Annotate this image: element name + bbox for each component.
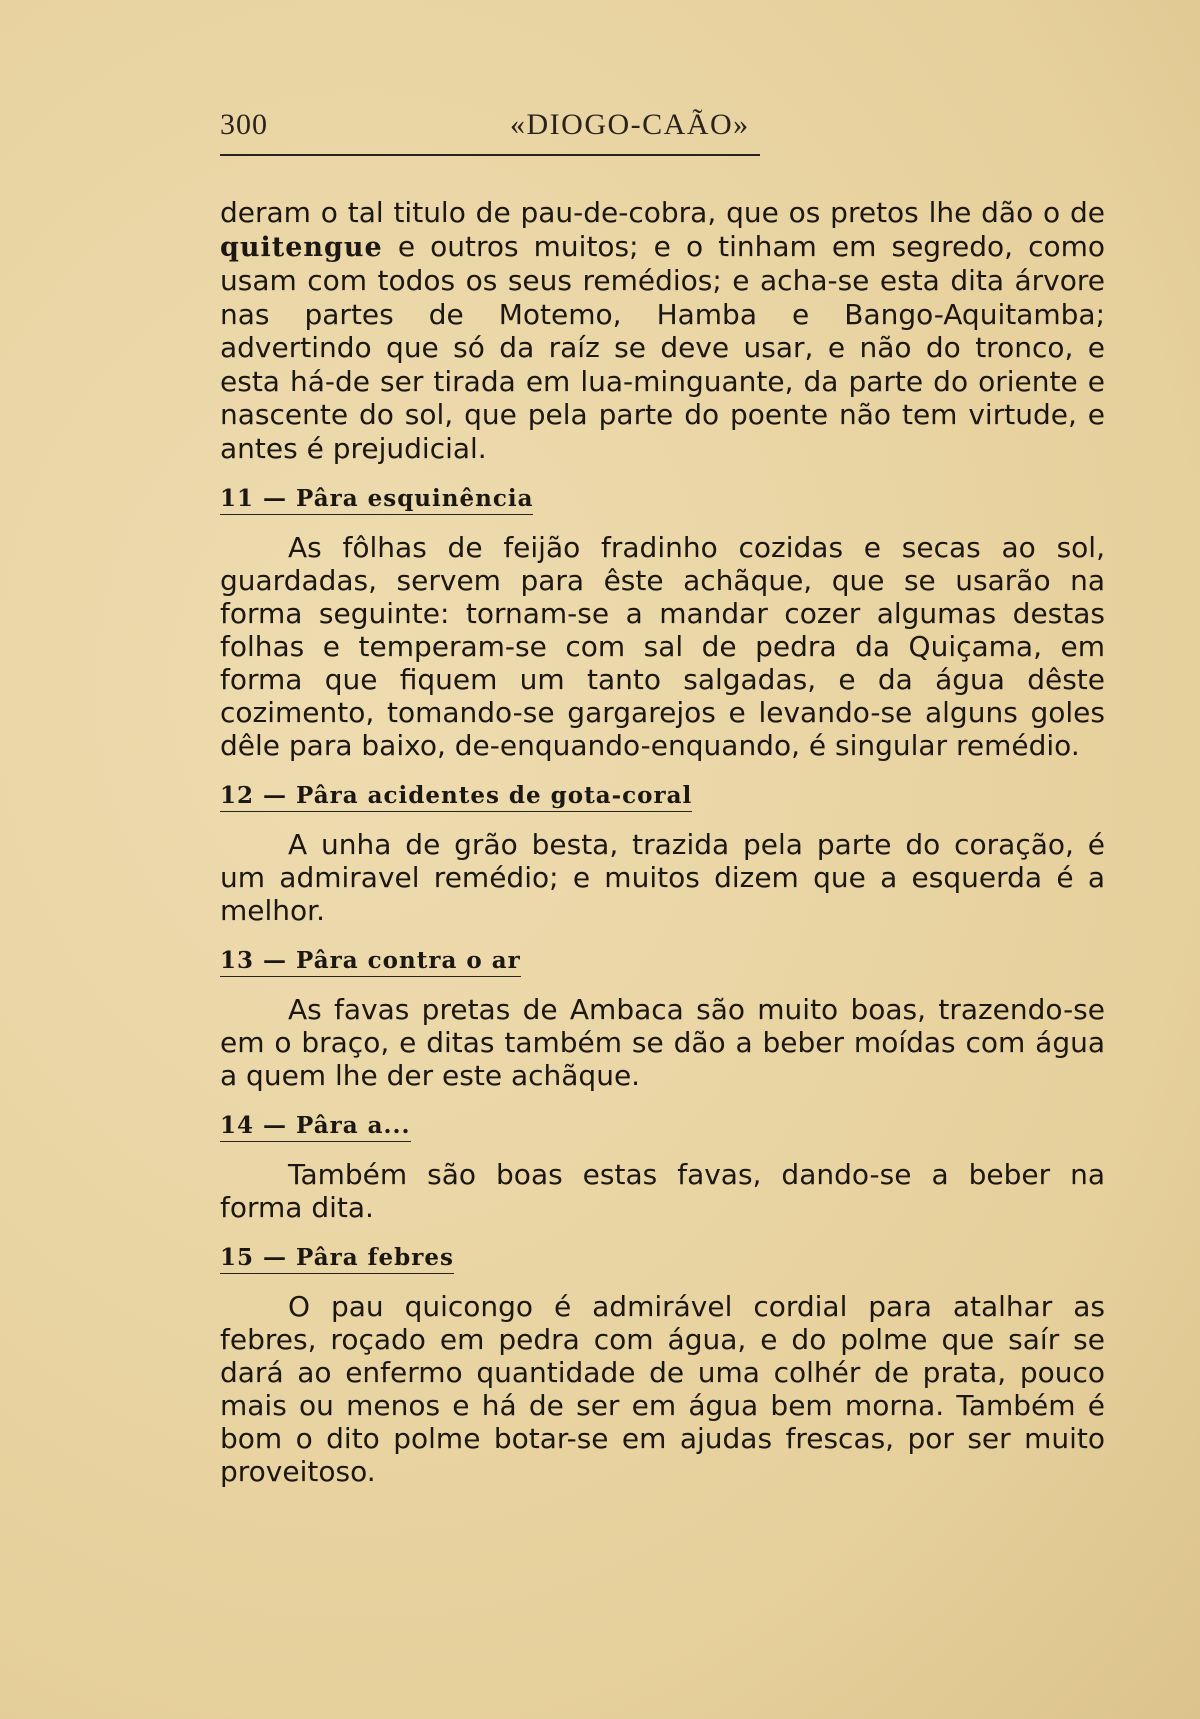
header-rule: [220, 154, 760, 156]
section-12: [220, 782, 1105, 927]
section-heading: 13 — Pâra contra o ar: [220, 947, 521, 977]
section-heading: 12 — Pâra acidentes de gota-coral: [220, 782, 692, 812]
section-heading: 15 — Pâra febres: [220, 1244, 454, 1274]
section-text: O pau quicongo é admirável cordial para atalhar as febres, roçado em pedra com água, e do polme que saír se dará ao enfermo quantidade de uma colhér de prata, pouco mais ou menos e há de ser em água bem morna. Também é bom o dito polme botar-se em ajudas frescas, por ser muito proveitoso.: [220, 1290, 1105, 1488]
section-13: [220, 947, 1105, 1092]
section-text: A unha de grão besta, trazida pela parte do coração, é um admiravel remédio; e muitos dizem que a esquerda é a melhor.: [220, 828, 1105, 927]
intro-text-after: e outros muitos; e o tinham em segredo, como usam com todos os seus remédios; e acha-se esta dita árvore nas partes de Motemo, Hamba e Bango-Aquitamba; advertindo que só da raíz se deve usar, e não do tronco, e esta há-de ser tirada em lua-minguante, da parte do oriente e nascente do sol, que pela parte do poente não tem virtude, e antes é prejudicial.: [220, 229, 1105, 465]
section-14: [220, 1112, 1105, 1224]
intro-text-before: deram o tal titulo de pau-de-cobra, que os pretos lhe dão o de: [220, 196, 1105, 229]
section-heading: 14 — Pâra a...: [220, 1112, 411, 1142]
intro-keyword: quitengue: [220, 231, 383, 263]
running-title: «DIOGO-CAÃO»: [510, 108, 750, 141]
section-11: [220, 485, 1105, 762]
running-head: [220, 108, 1105, 150]
intro-paragraph: [220, 196, 1105, 465]
section-heading: 11 — Pâra esquinência: [220, 485, 533, 515]
book-page: [220, 108, 1105, 1488]
section-15: [220, 1244, 1105, 1488]
page-number: 300: [220, 108, 268, 141]
section-text: As fôlhas de feijão fradinho cozidas e secas ao sol, guardadas, servem para êste achãque, que se usarão na forma seguinte: tornam-se a mandar cozer algumas destas folhas e temperam-se com sal de pedra da Quiçama, em forma que fiquem um tanto salgadas, e da água dêste cozimento, tomando-se gargarejos e levando-se alguns goles dêle para baixo, de-enquando-enquando, é singular remédio.: [220, 531, 1105, 762]
section-text: As favas pretas de Ambaca são muito boas, trazendo-se em o braço, e ditas também se dão a beber moídas com água a quem lhe der este achãque.: [220, 993, 1105, 1092]
section-text: Também são boas estas favas, dando-se a beber na forma dita.: [220, 1158, 1105, 1224]
